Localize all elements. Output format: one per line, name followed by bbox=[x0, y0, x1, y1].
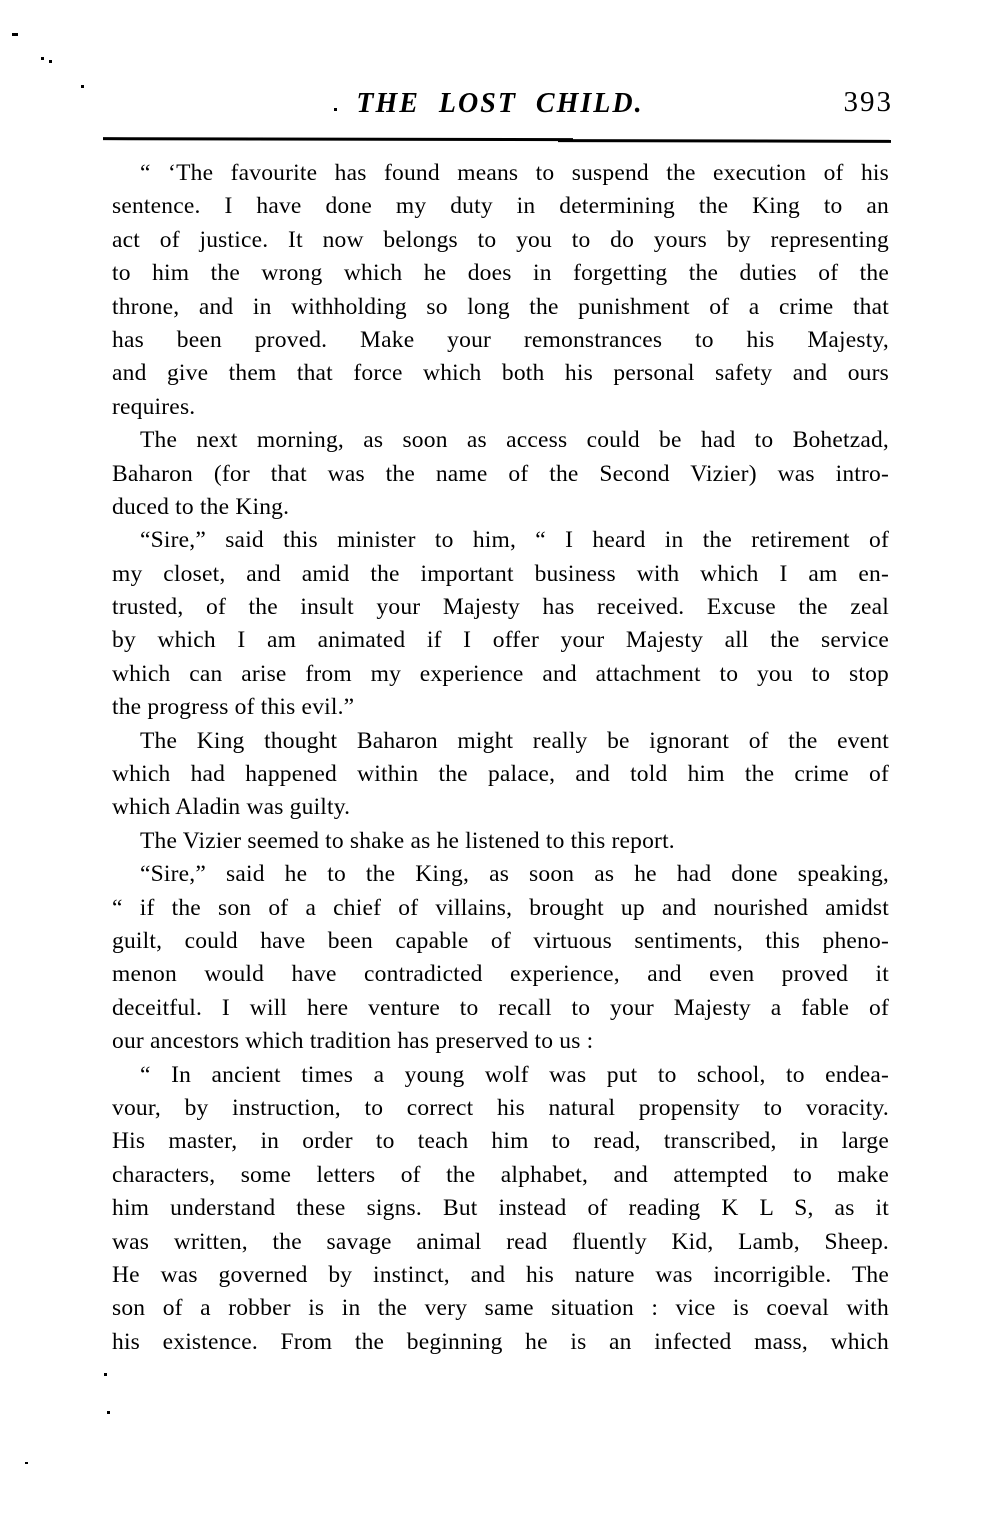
text-line: “Sire,” said this minister to him, “ I heard in the retirement of bbox=[140, 527, 889, 554]
text-line: “ if the son of a chief of villains, brought up and nourished amidst bbox=[112, 894, 889, 921]
scan-speck bbox=[41, 57, 44, 60]
text-line: and give them that force which both his personal safety and ours bbox=[112, 360, 889, 387]
header-divider-rule bbox=[103, 136, 891, 144]
text-line: our ancestors which tradition has preserved to us : bbox=[112, 1028, 594, 1055]
paragraph bbox=[112, 858, 889, 1058]
paragraph bbox=[112, 157, 889, 424]
scan-speck bbox=[12, 33, 18, 36]
text-line: son of a robber is in the very same situation : vice is coeval with bbox=[112, 1295, 889, 1322]
text-line: act of justice. It now belongs to you to do yours by representing bbox=[112, 226, 889, 253]
text-line: He was governed by instinct, and his nature was incorrigible. The bbox=[112, 1261, 889, 1288]
text-line: deceitful. I will here venture to recall to your Majesty a fable of bbox=[112, 994, 889, 1021]
text-line: duced to the King. bbox=[112, 493, 290, 520]
text-line: “ In ancient times a young wolf was put to school, to endea- bbox=[140, 1061, 889, 1088]
text-line: His master, in order to teach him to read, transcribed, in large bbox=[112, 1128, 889, 1155]
scan-speck bbox=[25, 1462, 28, 1464]
text-line: The next morning, as soon as access could be had to Bohetzad, bbox=[140, 427, 889, 454]
paragraph bbox=[112, 424, 889, 524]
text-line: which had happened within the palace, and told him the crime of bbox=[112, 761, 889, 788]
divider-segment bbox=[103, 137, 573, 141]
text-line: Baharon (for that was the name of the Second Vizier) was intro- bbox=[112, 460, 889, 487]
running-title: THE LOST CHILD. bbox=[356, 88, 644, 119]
body-text bbox=[112, 157, 889, 1359]
text-line: throne, and in withholding so long the punishment of a crime that bbox=[112, 293, 889, 320]
paragraph bbox=[112, 524, 889, 724]
paragraph bbox=[112, 1059, 889, 1360]
text-line: characters, some letters of the alphabet, and attempted to make bbox=[112, 1161, 889, 1188]
paragraph bbox=[112, 725, 889, 825]
text-line: him understand these signs. But instead of reading K L S, as it bbox=[112, 1195, 889, 1222]
scan-speck bbox=[334, 108, 337, 111]
text-line: was written, the savage animal read fluently Kid, Lamb, Sheep. bbox=[112, 1228, 889, 1255]
scan-speck bbox=[107, 1411, 110, 1414]
text-line: sentence. I have done my duty in determining the King to an bbox=[112, 193, 889, 220]
page-number: 393 bbox=[843, 86, 893, 118]
divider-segment bbox=[558, 139, 891, 143]
text-line: The Vizier seemed to shake as he listened to this report. bbox=[140, 827, 675, 854]
text-line: guilt, could have been capable of virtuous sentiments, this pheno- bbox=[112, 927, 889, 954]
text-line: which can arise from my experience and attachment to you to stop bbox=[112, 660, 889, 687]
text-line: menon would have contradicted experience, and even proved it bbox=[112, 961, 889, 988]
scan-speck bbox=[81, 85, 84, 88]
text-line: “Sire,” said he to the King, as soon as he had done speaking, bbox=[140, 861, 889, 888]
scan-speck bbox=[104, 1373, 107, 1376]
scan-speck bbox=[49, 60, 52, 63]
text-line: his existence. From the beginning he is an infected mass, which bbox=[112, 1328, 889, 1355]
text-line: to him the wrong which he does in forgetting the duties of the bbox=[112, 260, 889, 287]
text-line: my closet, and amid the important business with which I am en- bbox=[112, 560, 889, 587]
paragraph bbox=[112, 825, 889, 858]
text-line: the progress of this evil.” bbox=[112, 694, 355, 721]
text-line: The King thought Baharon might really be ignorant of the event bbox=[140, 727, 889, 754]
text-line: vour, by instruction, to correct his natural propensity to voracity. bbox=[112, 1094, 889, 1121]
text-line: by which I am animated if I offer your Majesty all the service bbox=[112, 627, 889, 654]
text-line: requires. bbox=[112, 393, 196, 420]
text-line: has been proved. Make your remonstrances to his Majesty, bbox=[112, 326, 889, 353]
text-line: which Aladin was guilty. bbox=[112, 794, 351, 821]
text-line: “ ‘The favourite has found means to suspend the execution of his bbox=[140, 160, 889, 186]
text-line: trusted, of the insult your Majesty has received. Excuse the zeal bbox=[112, 594, 889, 621]
